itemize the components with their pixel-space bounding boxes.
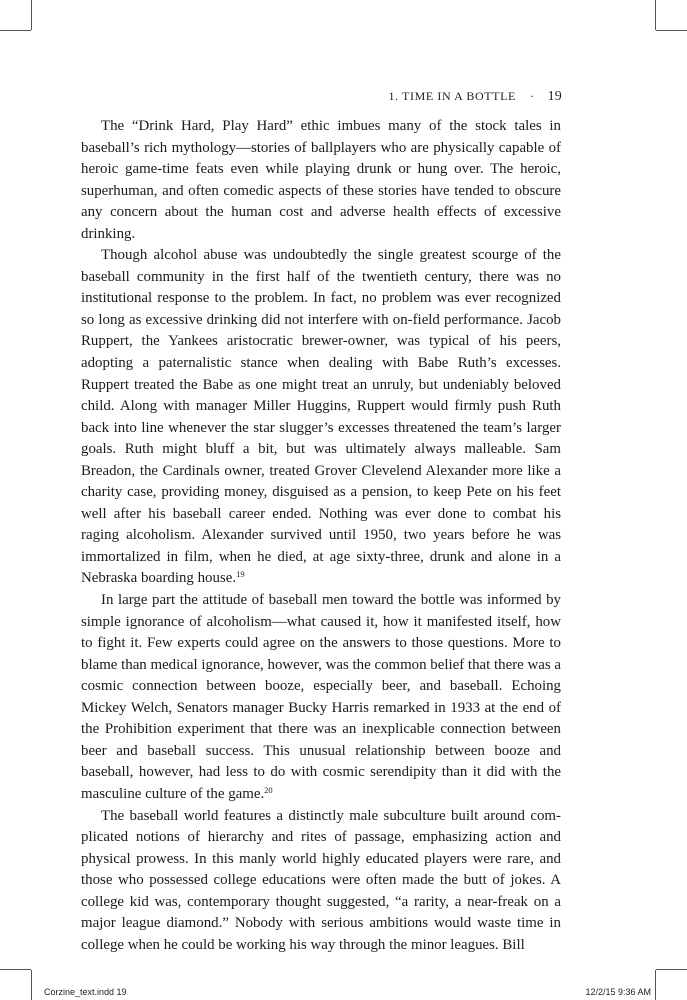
crop-mark-bottom-left-horizontal xyxy=(0,969,31,970)
chapter-title: 1. TIME IN A BOTTLE xyxy=(388,89,516,103)
footnote-ref: 20 xyxy=(264,784,273,795)
paragraph-1 xyxy=(81,116,561,245)
footnote-ref: 19 xyxy=(236,569,245,580)
crop-mark-top-right-vertical xyxy=(655,0,656,30)
paragraph-text: In large part the attitude of baseball men toward the bottle was informed by simple ignorance of alcoholism—what caused it, how it manifested itself, how to fight it. Few experts could agree on the answers to those questions. More to blame than medical ignorance, however, was the common belief that there was a cosmic connection between booze, especially beer, and baseball. Echoing Mickey Welch, Senators manager Bucky Harris remarked in 1933 at the end of the Prohibition experiment that there was an inexplicable connection between beer and baseball success. This unusual relationship between booze and baseball, however, had less to do with cosmic serendipity than it did with the masculine culture of the game. xyxy=(81,592,561,802)
paragraph-2 xyxy=(81,245,561,590)
crop-mark-bottom-right-vertical xyxy=(655,970,656,1000)
paragraph-4 xyxy=(81,806,561,957)
crop-mark-bottom-left-vertical xyxy=(31,970,32,1000)
crop-mark-bottom-right-horizontal xyxy=(656,969,687,970)
header-separator: · xyxy=(529,89,535,103)
running-header xyxy=(388,89,562,105)
crop-mark-top-left-horizontal xyxy=(0,30,31,31)
crop-mark-top-right-horizontal xyxy=(656,30,687,31)
paragraph-text: Though alcohol abuse was undoubtedly the single greatest scourge of the baseball community in the first half of the twentieth century, there was no institutional response to the problem. In fact, no problem was ever recognized so long as excessive drinking did not interfere with on-field performance. Jacob Ruppert, the Yankees aristocratic brewer-owner, was typical of his peers, adopting a paternalistic stance when dealing with Babe Ruth’s excesses. Ruppert treated the Babe as one might treat an unruly, but undeniably beloved child. Along with manager Miller Huggins, Ruppert would firmly push Ruth back into line whenever the star slugger’s excesses threatened the team’s larger goals. Ruth might bluff a bit, but was ultimately always malleable. Sam Breadon, the Cardinals owner, treated Grover Clevelend Alexander more like a charity case, providing money, disguised as a pension, to keep Pete on his feet well after his baseball career ended. Nothing was ever done to combat his raging alcoholism. Alexander survived until 1950, two years before he was immortalized in film, when he died, at age sixty-three, drunk and alone in a Nebraska boarding house. xyxy=(81,247,561,587)
paragraph-3 xyxy=(81,590,561,805)
slug-filename: Corzine_text.indd 19 xyxy=(44,987,127,997)
page-number: 19 xyxy=(547,89,562,104)
paragraph-text: The baseball world features a distinctly male subculture built around complicated notions of hierarchy and rites of passage, emphasizing action and physical prowess. In this manly world highly educated players were rare, and those who possessed college educations were often made the butt of jokes. A college kid was, contemporary thought suggested, “a rarity, a near-freak on a major league diamond.” Nobody with serious ambitions would waste time in college when he could be working his way through the minor leagues. Bill xyxy=(81,807,561,953)
paragraph-text: The “Drink Hard, Play Hard” ethic imbues many of the stock tales in baseball’s rich mythology—stories of ballplayers who are physically capable of heroic game-time feats even while playing drunk or hung over. The heroic, superhuman, and often comedic aspects of these stories have tended to obscure any concern about the human cost and adverse health effects of excessive drinking. xyxy=(81,118,561,242)
body-text xyxy=(81,116,561,956)
crop-mark-top-left-vertical xyxy=(31,0,32,30)
slug-timestamp: 12/2/15 9:36 AM xyxy=(585,987,651,997)
